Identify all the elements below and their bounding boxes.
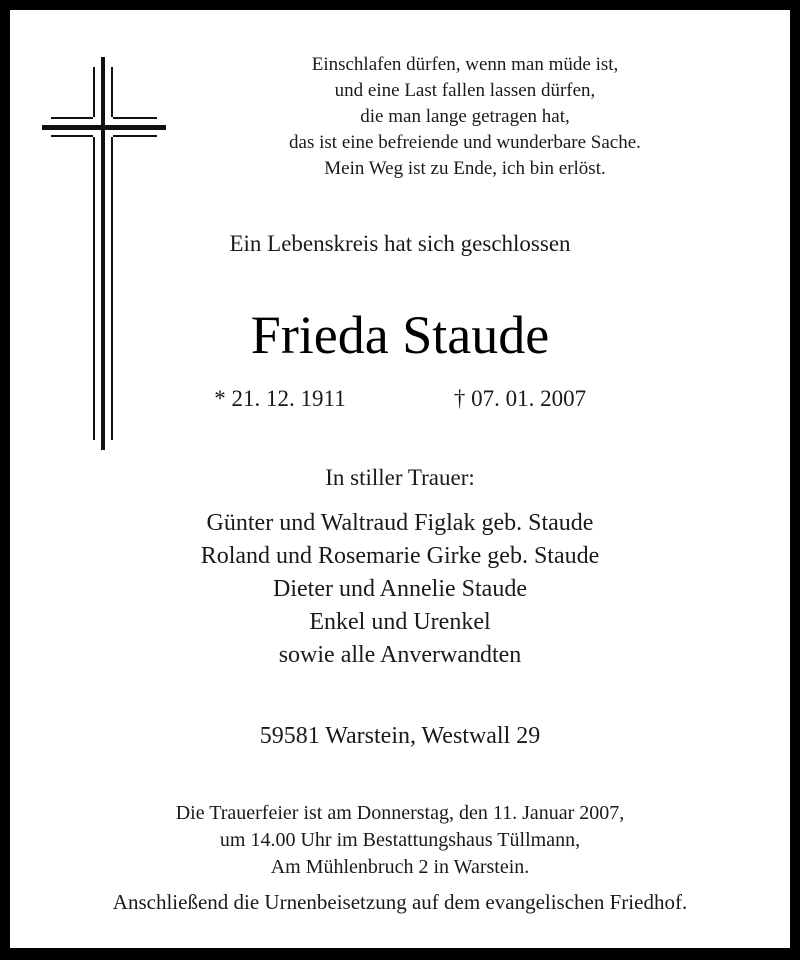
subtitle: Ein Lebenskreis hat sich geschlossen xyxy=(229,231,571,256)
birth-date: * 21. 12. 1911 xyxy=(214,386,346,411)
address: 59581 Warstein, Westwall 29 xyxy=(259,723,541,749)
poem-line: Mein Weg ist zu Ende, ich bin erlöst. xyxy=(324,158,606,179)
deceased-name: Frieda Staude xyxy=(250,305,550,365)
mourner-line: Dieter und Annelie Staude xyxy=(273,576,527,602)
mourner-line: Günter und Waltraud Figlak geb. Staude xyxy=(206,510,594,536)
poem-line: das ist eine befreiende und wunderbare Sache. xyxy=(289,132,641,153)
burial-note: Anschließend die Urnenbeisetzung auf dem evangelischen Friedhof. xyxy=(112,890,688,914)
death-date: † 07. 01. 2007 xyxy=(453,386,587,411)
service-line: Am Mühlenbruch 2 in Warstein. xyxy=(270,856,530,878)
mourner-line: sowie alle Anverwandten xyxy=(278,642,522,668)
mourner-line: Enkel und Urenkel xyxy=(309,609,491,635)
service-line: Die Trauerfeier ist am Donnerstag, den 11. Januar 2007, xyxy=(175,802,625,824)
poem-line: und eine Last fallen lassen dürfen, xyxy=(334,80,596,101)
poem-line: Einschlafen dürfen, wenn man müde ist, xyxy=(311,54,619,75)
poem-line: die man lange getragen hat, xyxy=(360,106,570,127)
service-line: um 14.00 Uhr im Bestattungshaus Tüllmann, xyxy=(219,829,581,851)
mourning-heading: In stiller Trauer: xyxy=(325,465,475,490)
mourner-line: Roland und Rosemarie Girke geb. Staude xyxy=(200,543,600,569)
